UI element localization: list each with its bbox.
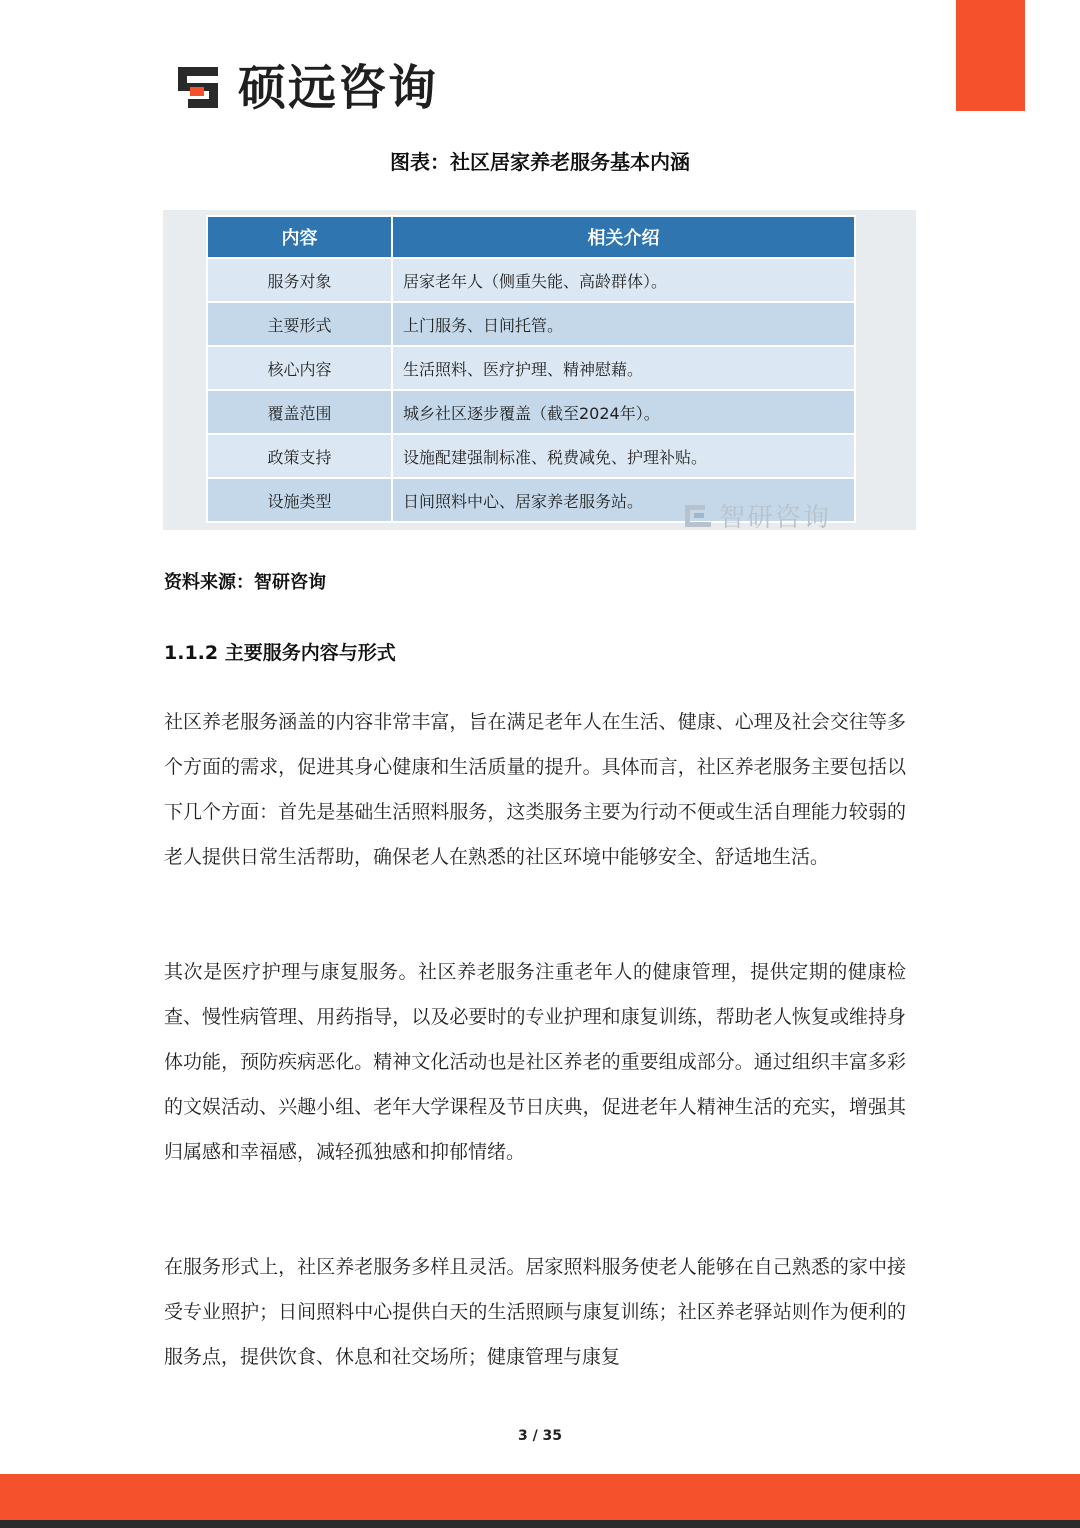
page-number: 3 / 35	[517, 1428, 563, 1444]
table-cell-item: 政策支持	[207, 434, 392, 478]
table-cell-item: 服务对象	[207, 258, 392, 302]
table-row	[207, 302, 855, 346]
table-cell-desc: 上门服务、日间托管。	[392, 302, 855, 346]
content-table	[206, 215, 856, 523]
table-header-cell: 内容	[207, 216, 392, 258]
table-cell-desc: 生活照料、医疗护理、精神慰藉。	[392, 346, 855, 390]
table-cell-item: 覆盖范围	[207, 390, 392, 434]
brand-header	[176, 60, 438, 116]
table-header-cell: 相关介绍	[392, 216, 855, 258]
table-row	[207, 258, 855, 302]
figure-table-image	[163, 210, 916, 530]
table-cell-item: 核心内容	[207, 346, 392, 390]
table-cell-desc: 日间照料中心、居家养老服务站。	[392, 478, 855, 522]
section-heading: 1.1.2 主要服务内容与形式	[164, 642, 396, 664]
watermark-text: 智研咨询	[719, 503, 832, 533]
table-cell-desc: 居家老年人（侧重失能、高龄群体）。	[392, 258, 855, 302]
table-row	[207, 346, 855, 390]
table-cell-item: 设施类型	[207, 478, 392, 522]
footer-dark-strip	[0, 1520, 1080, 1528]
zhiyan-logo-icon	[683, 503, 713, 529]
sy-logo-icon	[176, 65, 226, 111]
corner-accent-bar	[956, 0, 1025, 111]
table-cell-desc: 设施配建强制标准、税费减免、护理补贴。	[392, 434, 855, 478]
table-row	[207, 390, 855, 434]
table-cell-desc: 城乡社区逐步覆盖（截至2024年）。	[392, 390, 855, 434]
body-paragraph: 在服务形式上，社区养老服务多样且灵活。居家照料服务使老人能够在自己熟悉的家中接受专业照护；日间照料中心提供白天的生活照顾与康复训练；社区养老驿站则作为便利的服务点，提供饮食、休息和社交场所；健康管理与康复	[164, 1256, 906, 1368]
table-cell-item: 主要形式	[207, 302, 392, 346]
source-note: 资料来源：智研咨询	[164, 572, 326, 593]
brand-name: 硕远咨询	[238, 60, 439, 116]
footer-bar	[0, 1474, 1080, 1520]
figure-title: 图表：社区居家养老服务基本内涵	[390, 150, 690, 174]
watermark	[683, 497, 831, 534]
body-paragraph: 其次是医疗护理与康复服务。社区养老服务注重老年人的健康管理，提供定期的健康检查、慢性病管理、用药指导，以及必要时的专业护理和康复训练，帮助老人恢复或维持身体功能，预防疾病恶化。精神文化活动也是社区养老的重要组成部分。通过组织丰富多彩的文娱活动、兴趣小组、老年大学课程及节日庆典，促进老年人精神生活的充实，增强其归属感和幸福感，减轻孤独感和抑郁情绪。	[164, 961, 906, 1163]
table-row	[207, 434, 855, 478]
body-paragraph: 社区养老服务涵盖的内容非常丰富，旨在满足老年人在生活、健康、心理及社会交往等多个方面的需求，促进其身心健康和生活质量的提升。具体而言，社区养老服务主要包括以下几个方面：首先是基础生活照料服务，这类服务主要为行动不便或生活自理能力较弱的老人提供日常生活帮助，确保老人在熟悉的社区环境中能够安全、舒适地生活。	[164, 711, 906, 868]
